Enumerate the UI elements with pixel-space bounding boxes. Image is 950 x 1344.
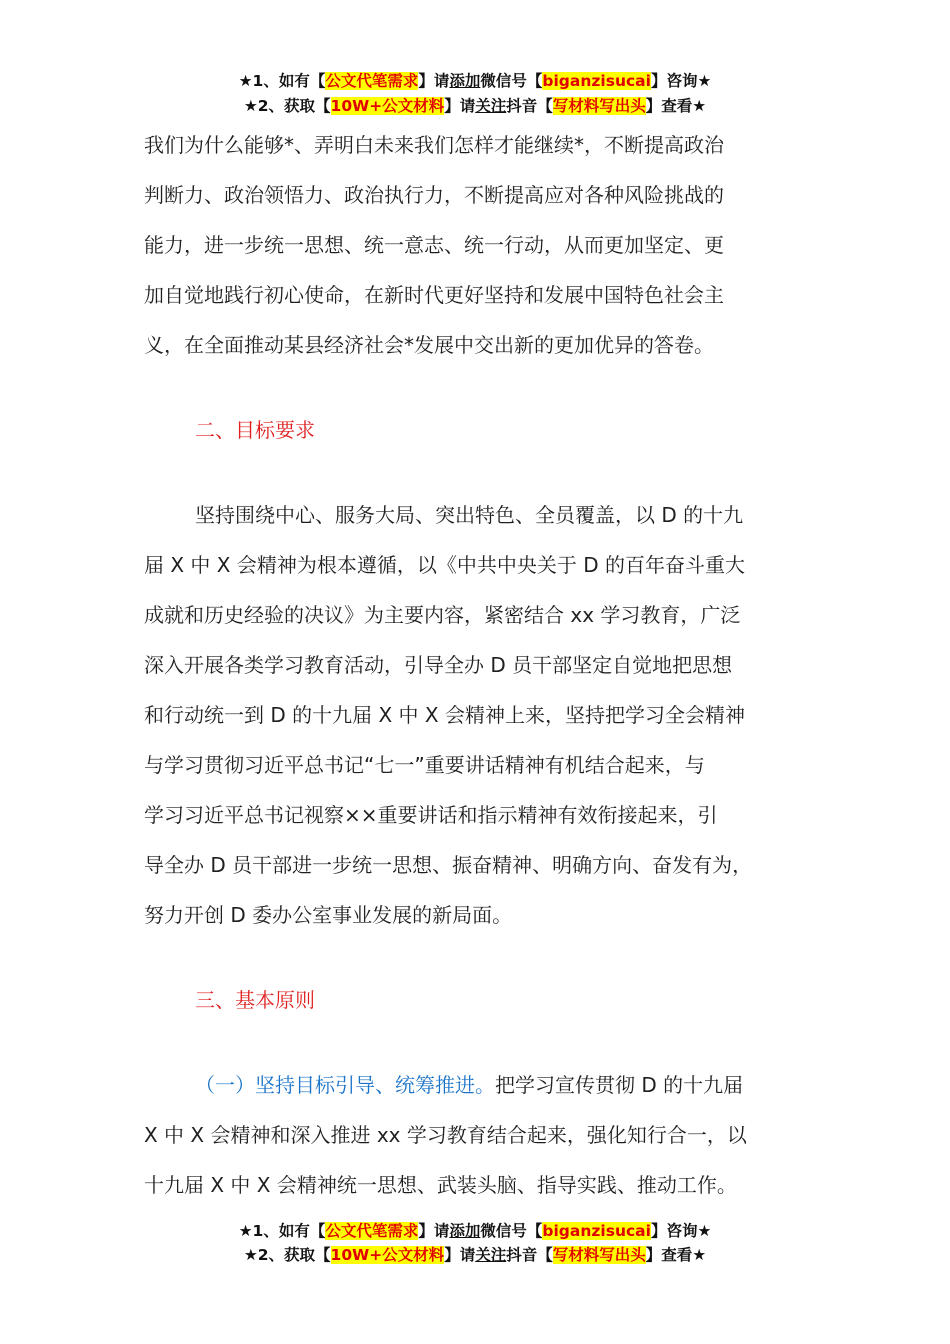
banner-underlined: 添加 [449, 1222, 481, 1240]
bottom-banner-line-2 [0, 1244, 950, 1266]
top-banner-line-1 [0, 70, 950, 92]
banner-text: ★1、如有【 [238, 72, 326, 90]
paragraph-line: 判断力、政治领悟力、政治执行力，不断提高应对各种风险挑战的 [144, 183, 724, 207]
banner-wechat-id: biganzisucai [542, 72, 651, 90]
banner-text: 】请 [444, 97, 476, 115]
paragraph-line: 十九届 X 中 X 会精神统一思想、武装头脑、指导实践、推动工作。 [144, 1173, 737, 1197]
banner-text: ★2、获取【 [243, 1246, 331, 1264]
section-heading-goals: 二、目标要求 [195, 418, 315, 442]
banner-text: 】请 [418, 1222, 450, 1240]
banner-highlight: 公文代笔需求 [325, 1222, 419, 1240]
banner-text: 】咨询★ [650, 1222, 712, 1240]
banner-text: 微信号【 [480, 72, 543, 90]
section-heading-principles: 三、基本原则 [195, 988, 315, 1012]
banner-underlined: 关注 [475, 1246, 507, 1264]
banner-text: 】请 [418, 72, 450, 90]
banner-highlight: 10W+公文材料 [330, 97, 445, 115]
paragraph-line: 深入开展各类学习教育活动，引导全办 D 员干部坚定自觉地把思想 [144, 653, 733, 677]
paragraph-line: 义，在全面推动某县经济社会*发展中交出新的更加优异的答卷。 [144, 333, 714, 357]
banner-text: ★2、获取【 [243, 97, 331, 115]
banner-text: 抖音【 [506, 97, 553, 115]
paragraph-line: 加自觉地践行初心使命，在新时代更好坚持和发展中国特色社会主 [144, 283, 724, 307]
banner-text: 微信号【 [480, 1222, 543, 1240]
banner-douyin-id: 写材料写出头 [552, 97, 646, 115]
paragraph-line [195, 1070, 743, 1100]
banner-text: 】请 [444, 1246, 476, 1264]
paragraph-line: 导全办 D 员干部进一步统一思想、振奋精神、明确方向、奋发有为， [144, 853, 753, 877]
paragraph-line: X 中 X 会精神和深入推进 xx 学习教育结合起来，强化知行合一，以 [144, 1123, 747, 1147]
paragraph-line: 成就和历史经验的决议》为主要内容，紧密结合 xx 学习教育，广泛 [144, 603, 741, 627]
banner-text: 】查看★ [645, 97, 707, 115]
paragraph-line: 届 X 中 X 会精神为根本遵循，以《中共中央关于 D 的百年奋斗重大 [144, 553, 745, 577]
paragraph-text: 把学习宣传贯彻 D 的十九届 [495, 1073, 744, 1097]
paragraph-line: 学习习近平总书记视察××重要讲话和指示精神有效衔接起来，引 [144, 803, 718, 827]
paragraph-line: 和行动统一到 D 的十九届 X 中 X 会精神上来，坚持把学习全会精神 [144, 703, 745, 727]
banner-underlined: 添加 [449, 72, 481, 90]
banner-text: ★1、如有【 [238, 1222, 326, 1240]
banner-underlined: 关注 [475, 97, 507, 115]
bottom-banner-line-1 [0, 1220, 950, 1242]
banner-text: 】咨询★ [650, 72, 712, 90]
paragraph-line: 坚持围绕中心、服务大局、突出特色、全员覆盖，以 D 的十九 [195, 503, 744, 527]
banner-text: 】查看★ [645, 1246, 707, 1264]
banner-text: 抖音【 [506, 1246, 553, 1264]
banner-douyin-id: 写材料写出头 [552, 1246, 646, 1264]
paragraph-line: 努力开创 D 委办公室事业发展的新局面。 [144, 903, 513, 927]
paragraph-line: 能力，进一步统一思想、统一意志、统一行动，从而更加坚定、更 [144, 233, 724, 257]
banner-highlight: 公文代笔需求 [325, 72, 419, 90]
paragraph-line: 我们为什么能够*、弄明白未来我们怎样才能继续*，不断提高政治 [144, 133, 724, 157]
subheading: （一）坚持目标引导、统筹推进。 [195, 1073, 495, 1097]
banner-highlight: 10W+公文材料 [330, 1246, 445, 1264]
banner-wechat-id: biganzisucai [542, 1222, 651, 1240]
top-banner-line-2 [0, 95, 950, 117]
paragraph-line: 与学习贯彻习近平总书记“七一”重要讲话精神有机结合起来，与 [144, 753, 705, 777]
